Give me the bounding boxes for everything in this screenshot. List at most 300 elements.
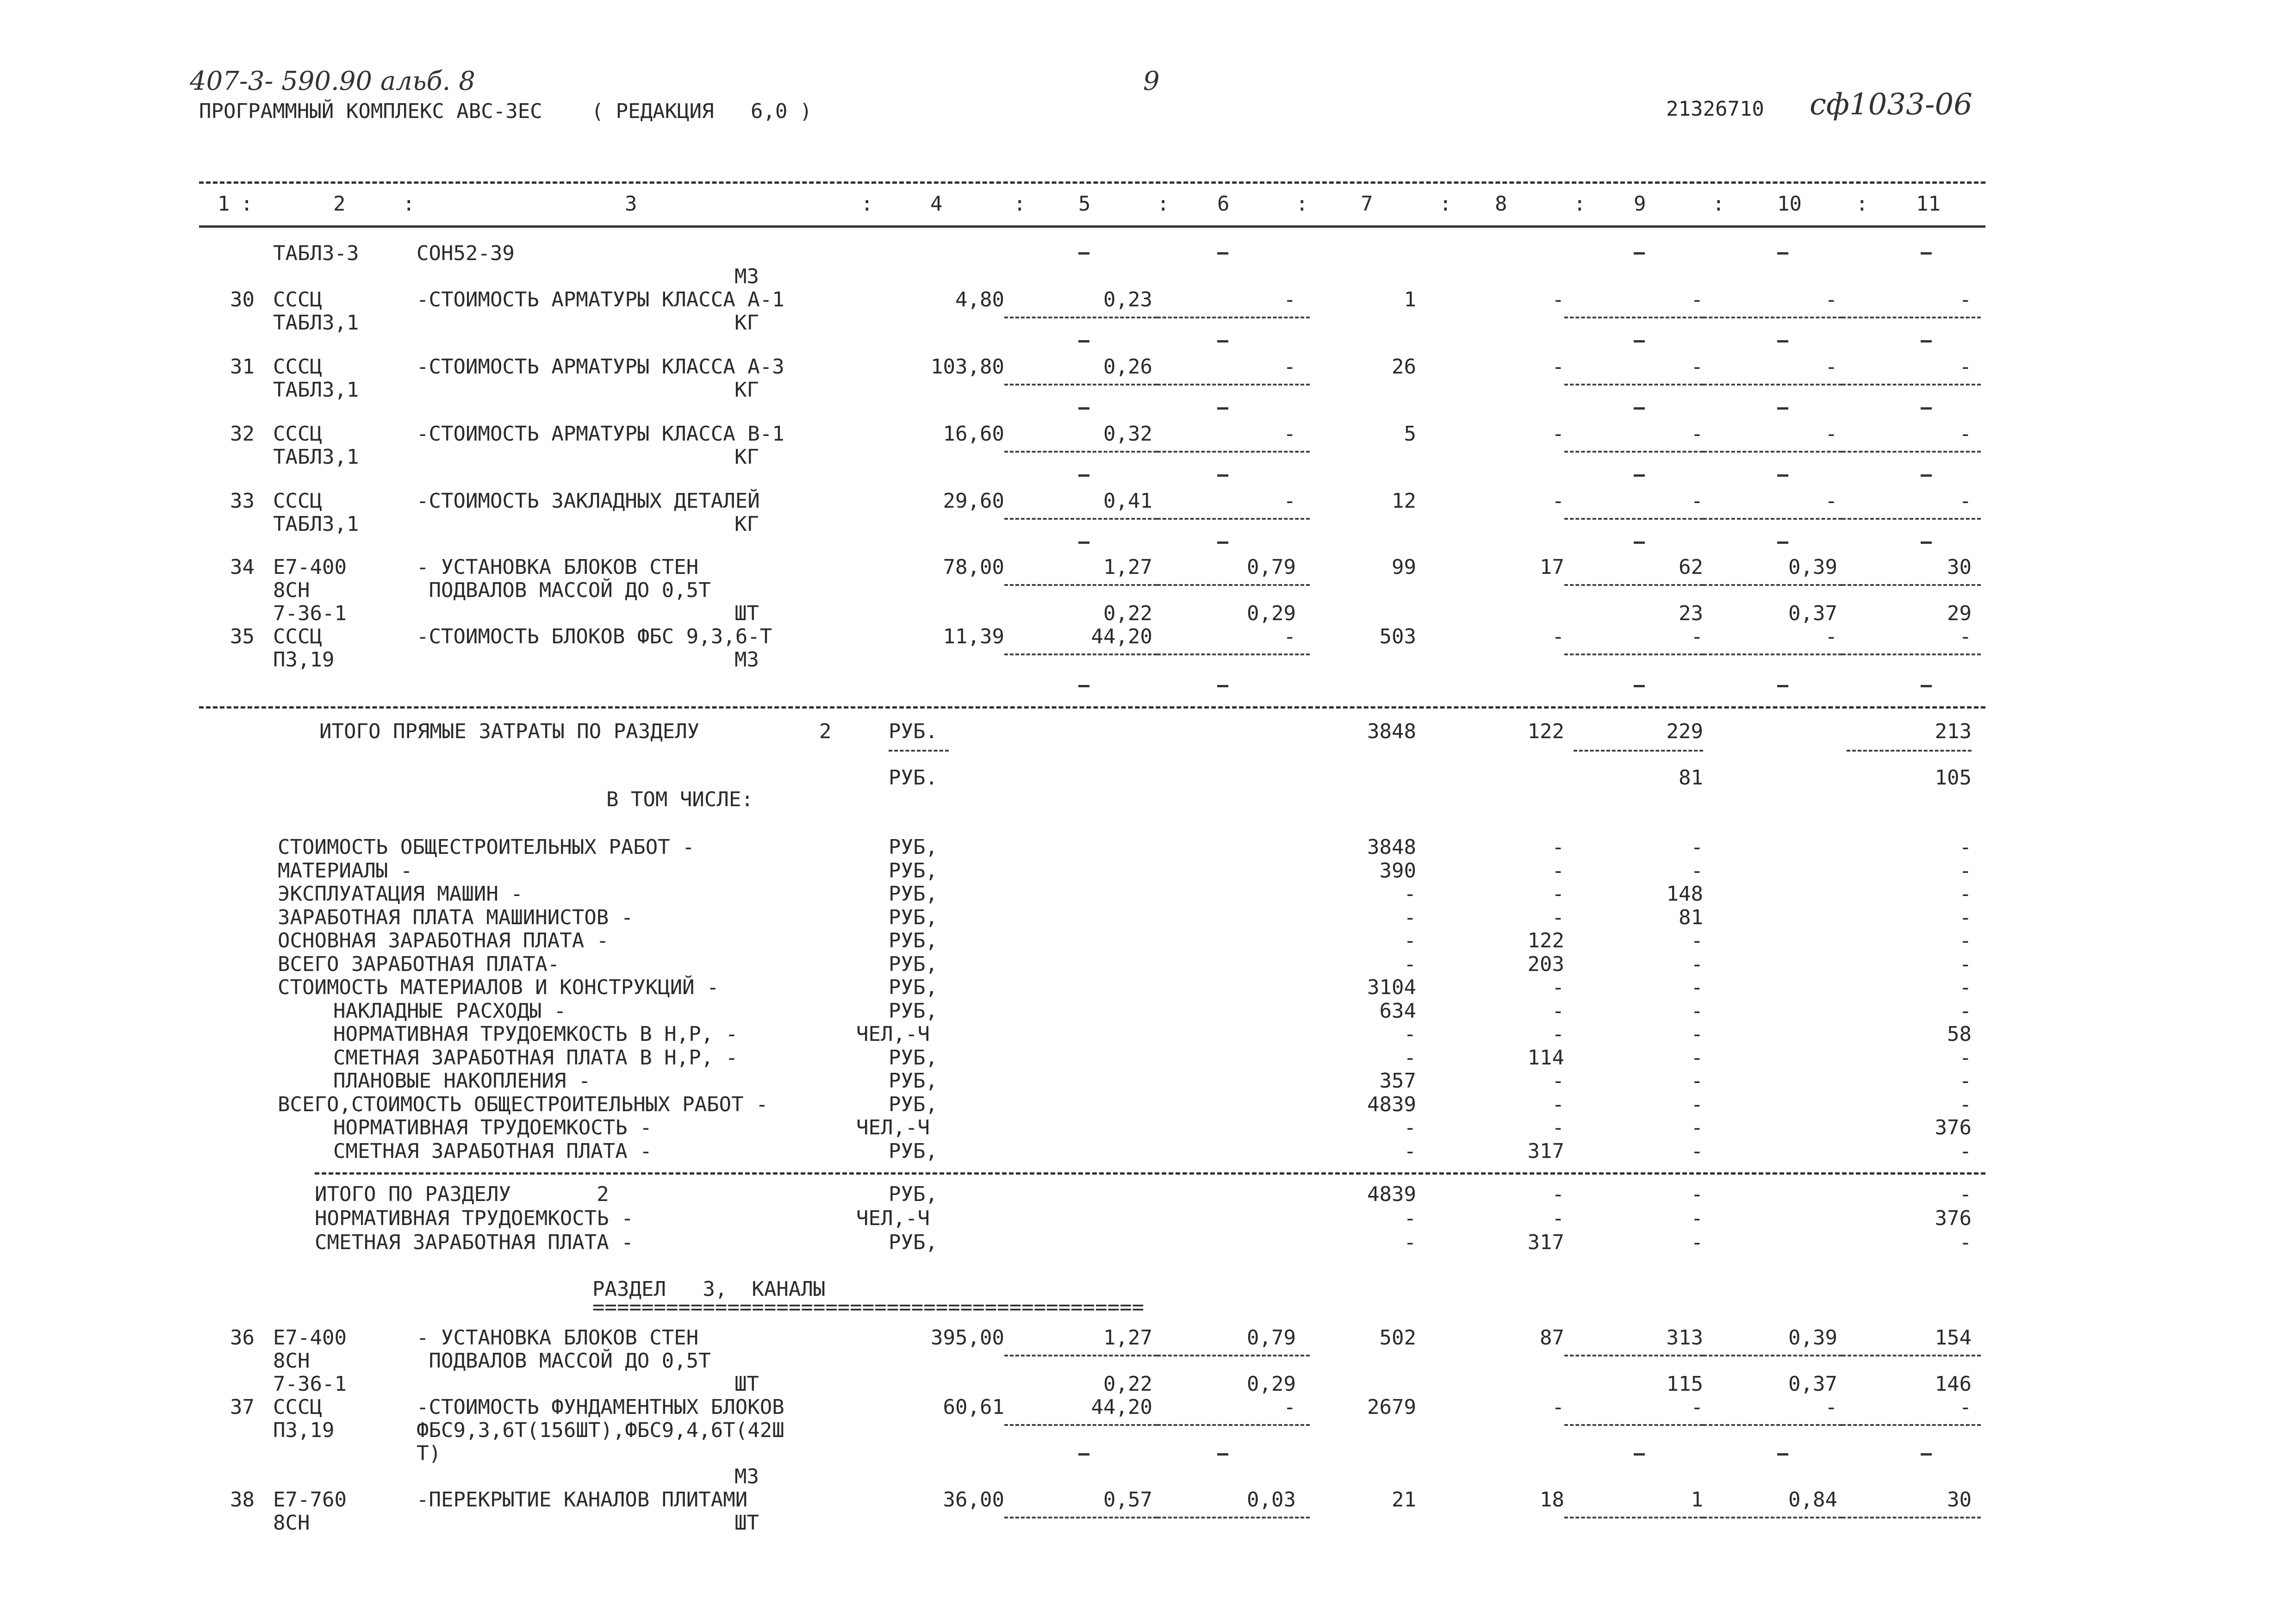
empty-mark [1634,252,1645,255]
items-end-rule [199,706,1985,709]
cell-underline [1004,518,1157,520]
column-header: 5 [1078,192,1091,216]
breakdown-c7: 3104 [1367,976,1416,999]
cell-c11: 146 [1935,1372,1972,1396]
breakdown-unit: РУБ, [889,1045,938,1070]
cell-underline [1703,384,1842,386]
empty-mark [1634,1453,1645,1456]
cell-c2: СССЦ [273,288,322,311]
breakdown-c11: - [1959,905,1972,929]
cell-underline [1564,653,1703,655]
breakdown-c11: - [1959,859,1972,883]
c9-underline [1574,750,1703,752]
breakdown-c8: - [1552,905,1564,929]
cell-c6: - [1283,422,1296,446]
cell-c7: 21 [1392,1488,1416,1512]
cell-c5: 44,20 [1091,1395,1152,1419]
direct-costs-unit: РУБ. [889,720,938,743]
cell-c2: Е7-760 [273,1488,347,1512]
section-total-c11: - [1959,1231,1972,1254]
column-separator: : [1574,192,1586,216]
cell-underline [1842,1355,1981,1356]
cell-underline [1703,1424,1842,1426]
cell-underline [1842,317,1981,318]
cell-c4: 4,80 [955,288,1004,311]
cell-c2: Е7-400 [273,1326,347,1350]
section-total-c11: 376 [1935,1207,1972,1230]
cell-underline [1004,584,1157,586]
breakdown-c7: - [1404,952,1416,976]
cell-c2: ТАБЛ3,1 [273,445,359,469]
cell-c2: ТАБЛ3,1 [273,378,359,402]
album-reference: 407-3- 590.90 альб. 8 [190,66,475,96]
empty-mark [1634,474,1645,477]
breakdown-label: ЭКСПЛУАТАЦИЯ МАШИН - [278,882,523,906]
breakdown-c7: - [1404,1022,1416,1046]
section-total-c7: - [1404,1207,1416,1230]
empty-mark [1777,1453,1788,1456]
breakdown-c7: - [1404,1116,1416,1139]
cell-underline [1157,1355,1310,1356]
cell-c5: 0,57 [1103,1488,1152,1512]
cell-c6: 0,29 [1247,1372,1296,1396]
cell-c11: 30 [1947,1488,1972,1512]
cell-c3r: ШТ [734,1372,759,1396]
direct-costs-c9: 229 [1666,720,1703,743]
section-total-c8: - [1552,1182,1564,1206]
cell-c6: 0,79 [1247,555,1296,579]
breakdown-unit: РУБ, [889,1092,938,1116]
empty-mark [1217,1453,1228,1456]
cell-c11: - [1959,489,1972,513]
breakdown-c9: - [1691,929,1703,952]
breakdown-c7: - [1404,882,1416,906]
cell-underline [1157,653,1310,655]
cell-c3: Т) [417,1442,441,1465]
cell-num: 32 [230,422,255,446]
column-separator: : [1296,192,1308,216]
cell-underline [1564,451,1703,453]
cell-c11: - [1959,288,1972,311]
cell-underline [1842,451,1981,453]
empty-mark [1921,252,1932,255]
breakdown-c9: - [1691,999,1703,1023]
cell-c10: - [1825,625,1837,648]
cell-c9: 115 [1666,1372,1703,1396]
section-total-c7: - [1404,1231,1416,1254]
breakdown-c8: - [1552,1116,1564,1139]
cell-underline [1703,317,1842,318]
empty-mark [1777,685,1788,687]
cell-c2: 8СН [273,1511,310,1535]
column-separator: : [241,192,253,216]
cell-underline [1157,451,1310,453]
breakdown-c7: 357 [1379,1069,1416,1093]
breakdown-unit: РУБ, [889,976,938,999]
breakdown-unit: РУБ, [889,905,938,929]
breakdown-unit: ЧЕЛ,-Ч [856,1022,930,1046]
direct-costs-unit2: РУБ. [889,766,938,790]
header-rule-bottom [199,225,1985,228]
cell-underline [1703,1355,1842,1356]
breakdown-c8: - [1552,1022,1564,1046]
cell-underline [1564,584,1703,586]
cell-underline [1842,584,1981,586]
breakdown-unit: РУБ, [889,952,938,976]
empty-mark [1217,252,1228,255]
cell-c5: 0,26 [1103,355,1152,379]
breakdown-c11: - [1959,1139,1972,1163]
cell-c10: 0,37 [1788,602,1837,625]
section3-heading: РАЗДЕЛ 3, КАНАЛЫ [592,1277,826,1301]
cell-c2: 8СН [273,1349,310,1373]
cell-c10: 0,39 [1788,555,1837,579]
section-total-c8: 317 [1527,1231,1564,1254]
cell-num: 31 [230,355,255,379]
cell-c3: -СТОИМОСТЬ ЗАКЛАДНЫХ ДЕТАЛЕЙ [417,489,760,513]
column-separator: : [1014,192,1026,216]
cell-underline [1157,384,1310,386]
document-code: 21326710 [1666,97,1764,121]
breakdown-c9: - [1691,952,1703,976]
cell-c4: 36,00 [943,1488,1004,1512]
cell-num: 30 [230,288,255,311]
column-separator: : [403,192,415,216]
section-total-c11: - [1959,1182,1972,1206]
breakdown-label: СТОИМОСТЬ ОБЩЕСТРОИТЕЛЬНЫХ РАБОТ - [278,835,695,859]
column-header: 3 [625,192,637,216]
cell-c3: ПОДВАЛОВ МАССОЙ ДО 0,5Т [417,1349,711,1373]
empty-mark [1078,541,1089,544]
column-header: 10 [1777,192,1802,216]
cell-c5: 44,20 [1091,625,1152,648]
breakdown-end-rule [315,1172,1985,1175]
breakdown-unit: РУБ, [889,882,938,906]
section-total-unit: РУБ, [889,1182,938,1206]
column-separator: : [1712,192,1725,216]
handwritten-code: сф1033-06 [1810,87,1972,122]
cell-c9: - [1691,355,1703,379]
breakdown-c7: 634 [1379,999,1416,1023]
cell-c4: 78,00 [943,555,1004,579]
cell-c8: - [1552,355,1564,379]
cell-c8: - [1552,489,1564,513]
column-header: 2 [333,192,346,216]
cell-c11: - [1959,625,1972,648]
empty-mark [1777,474,1788,477]
section-total-unit: ЧЕЛ,-Ч [856,1207,930,1230]
breakdown-unit: РУБ, [889,999,938,1023]
cell-c11: - [1959,355,1972,379]
cell-c7: 1 [1404,288,1416,311]
program-line: ПРОГРАММНЫЙ КОМПЛЕКС АВС-3ЕС ( РЕДАКЦИЯ 6,0 ) [199,100,812,123]
breakdown-c8: 122 [1527,929,1564,952]
cell-c3r: М3 [734,648,759,672]
direct-costs-section: 2 [819,720,832,743]
breakdown-c9: - [1691,835,1703,859]
cell-c10: - [1825,355,1837,379]
cell-underline [1004,451,1157,453]
breakdown-c8: - [1552,999,1564,1023]
cell-c10: 0,39 [1788,1326,1837,1350]
cell-underline [1703,451,1842,453]
cell-num: 37 [230,1395,255,1419]
empty-mark [1634,685,1645,687]
empty-mark [1078,474,1089,477]
cell-c7: 503 [1379,625,1416,648]
breakdown-label: СМЕТНАЯ ЗАРАБОТНАЯ ПЛАТА - [333,1139,652,1163]
breakdown-label: СМЕТНАЯ ЗАРАБОТНАЯ ПЛАТА В Н,Р, - [333,1045,738,1070]
cell-c3r: М3 [734,1465,759,1488]
cell-c7: 26 [1392,355,1416,379]
cell-c3: -СТОИМОСТЬ ФУНДАМЕНТНЫХ БЛОКОВ [417,1395,784,1419]
breakdown-c9: - [1691,1069,1703,1093]
breakdown-c7: - [1404,1139,1416,1163]
direct-costs-c8: 122 [1527,720,1564,743]
breakdown-label: ВСЕГО,СТОИМОСТЬ ОБЩЕСТРОИТЕЛЬНЫХ РАБОТ - [278,1092,768,1116]
cell-c9: - [1691,1395,1703,1419]
empty-mark [1777,340,1788,342]
cell-c6: 0,79 [1247,1326,1296,1350]
cell-c4: 103,80 [931,355,1004,379]
empty-mark [1777,541,1788,544]
breakdown-label: ЗАРАБОТНАЯ ПЛАТА МАШИНИСТОВ - [278,905,634,929]
cell-c6: 0,29 [1247,602,1296,625]
breakdown-c11: - [1959,999,1972,1023]
cell-underline [1842,653,1981,655]
cell-underline [1842,384,1981,386]
cell-c5: 0,23 [1103,288,1152,311]
breakdown-c11: - [1959,882,1972,906]
cell-c5: 0,22 [1103,602,1152,625]
cell-underline [1004,1517,1157,1518]
breakdown-c11: 376 [1935,1116,1972,1139]
empty-mark [1921,1453,1932,1456]
cell-c2: СССЦ [273,489,322,513]
breakdown-label: НОРМАТИВНАЯ ТРУДОЕМКОСТЬ В Н,Р, - [333,1022,738,1046]
cell-c8: 17 [1540,555,1564,579]
header-rule-top [199,181,1985,184]
cell-c8: 87 [1540,1326,1564,1350]
section-total-c9: - [1691,1182,1703,1206]
breakdown-c8: 203 [1527,952,1564,976]
cell-c4: 11,39 [943,625,1004,648]
cell-c11: 154 [1935,1326,1972,1350]
section-total-label: СМЕТНАЯ ЗАРАБОТНАЯ ПЛАТА - [315,1231,634,1254]
cell-c3r: М3 [734,265,759,288]
breakdown-c8: 114 [1527,1045,1564,1070]
section3-underline: ============================================= [592,1295,1145,1319]
cell-c3: -ПЕРЕКРЫТИЕ КАНАЛОВ ПЛИТАМИ [417,1488,748,1512]
breakdown-label: НОРМАТИВНАЯ ТРУДОЕМКОСТЬ - [333,1116,652,1139]
column-header: 8 [1495,192,1507,216]
page-number: 9 [1143,66,1160,96]
breakdown-c11: - [1959,835,1972,859]
cell-c9: 313 [1666,1326,1703,1350]
cell-underline [1004,317,1157,318]
cell-c3r: ШТ [734,602,759,625]
cell-underline [1842,1424,1981,1426]
cell-underline [1157,518,1310,520]
cell-c3r: КГ [734,378,759,402]
cell-c10: 0,84 [1788,1488,1837,1512]
cell-c9: - [1691,625,1703,648]
breakdown-c8: - [1552,859,1564,883]
breakdown-c11: - [1959,952,1972,976]
cell-underline [1564,518,1703,520]
empty-mark [1217,407,1228,410]
breakdown-unit: РУБ, [889,929,938,952]
empty-mark [1634,541,1645,544]
cell-c5: 1,27 [1103,1326,1152,1350]
cell-c2: Е7-400 [273,555,347,579]
empty-mark [1217,474,1228,477]
cell-underline [1157,584,1310,586]
cell-c3: ФБС9,3,6Т(156ШТ),ФБС9,4,6Т(42Ш [417,1419,784,1442]
empty-mark [1921,474,1932,477]
breakdown-unit: РУБ, [889,859,938,883]
breakdown-label: ПЛАНОВЫЕ НАКОПЛЕНИЯ - [333,1069,591,1093]
breakdown-c8: - [1552,882,1564,906]
cell-c8: - [1552,288,1564,311]
cell-underline [1157,1517,1310,1518]
empty-mark [1634,340,1645,342]
cell-c6: - [1283,355,1296,379]
breakdown-c8: - [1552,976,1564,999]
cell-underline [1564,1517,1703,1518]
cell-c8: - [1552,625,1564,648]
cell-c11: 29 [1947,602,1972,625]
empty-mark [1921,407,1932,410]
cell-c3: -СТОИМОСТЬ АРМАТУРЫ КЛАССА А-3 [417,355,784,379]
cell-c2: СССЦ [273,625,322,648]
section-total-label: ИТОГО ПО РАЗДЕЛУ 2 [315,1182,609,1206]
breakdown-c8: 317 [1527,1139,1564,1163]
column-separator: : [1157,192,1170,216]
breakdown-label: МАТЕРИАЛЫ - [278,859,413,883]
breakdown-unit: ЧЕЛ,-Ч [856,1116,930,1139]
cell-underline [1703,518,1842,520]
c11-underline [1847,750,1972,752]
direct-costs2-c11: 105 [1935,766,1972,790]
empty-mark [1634,407,1645,410]
breakdown-label: НАКЛАДНЫЕ РАСХОДЫ - [333,999,566,1023]
empty-mark [1217,541,1228,544]
breakdown-c7: 3848 [1367,835,1416,859]
cell-c7: 12 [1392,489,1416,513]
cell-c10: 0,37 [1788,1372,1837,1396]
breakdown-c7: 390 [1379,859,1416,883]
breakdown-unit: РУБ, [889,1139,938,1163]
cell-c10: - [1825,1395,1837,1419]
column-header: 9 [1634,192,1646,216]
cell-c2: П3,19 [273,648,335,672]
cell-c3: СОН52-39 [417,242,515,265]
breakdown-c7: - [1404,1045,1416,1070]
breakdown-c7: - [1404,929,1416,952]
cell-c9: - [1691,422,1703,446]
cell-c3: -СТОИМОСТЬ АРМАТУРЫ КЛАССА В-1 [417,422,784,446]
column-separator: : [1856,192,1868,216]
breakdown-c7: 4839 [1367,1092,1416,1116]
cell-num: 36 [230,1326,255,1350]
cell-underline [1564,384,1703,386]
breakdown-c9: - [1691,1139,1703,1163]
cell-c7: 502 [1379,1326,1416,1350]
cell-c10: - [1825,489,1837,513]
cell-c6: 0,03 [1247,1488,1296,1512]
section-total-c9: - [1691,1231,1703,1254]
breakdown-c9: - [1691,976,1703,999]
section-total-c8: - [1552,1207,1564,1230]
cell-underline [1564,1355,1703,1356]
cell-c5: 0,32 [1103,422,1152,446]
section-total-c7: 4839 [1367,1182,1416,1206]
cell-c9: 1 [1691,1488,1703,1512]
cell-c8: - [1552,422,1564,446]
cell-c8: - [1552,1395,1564,1419]
cell-c8: 18 [1540,1488,1564,1512]
cell-c4: 395,00 [931,1326,1004,1350]
cell-c7: 5 [1404,422,1416,446]
cell-underline [1842,1517,1981,1518]
breakdown-c11: - [1959,1069,1972,1093]
direct-costs-c7: 3848 [1367,720,1416,743]
empty-mark [1921,340,1932,342]
cell-c2: ТАБЛ3,1 [273,311,359,335]
column-header: 6 [1217,192,1230,216]
column-header: 4 [930,192,943,216]
breakdown-c9: 81 [1679,905,1703,929]
column-header: 7 [1361,192,1373,216]
breakdown-c11: - [1959,929,1972,952]
empty-mark [1078,685,1089,687]
cell-c2: СССЦ [273,1395,322,1419]
cell-c9: - [1691,489,1703,513]
breakdown-label: СТОИМОСТЬ МАТЕРИАЛОВ И КОНСТРУКЦИЙ - [278,976,719,999]
cell-underline [1703,1517,1842,1518]
cell-c2: ТАБЛ3-3 [273,242,359,265]
cell-underline [1842,518,1981,520]
cell-num: 34 [230,555,255,579]
direct-costs2-c9: 81 [1679,766,1703,790]
cell-c7: 99 [1392,555,1416,579]
cell-c11: - [1959,422,1972,446]
cell-c2: П3,19 [273,1419,335,1442]
breakdown-c8: - [1552,1069,1564,1093]
section-total-unit: РУБ, [889,1231,938,1254]
cell-c3r: КГ [734,311,759,335]
cell-underline [1564,317,1703,318]
cell-num: 35 [230,625,255,648]
cell-c2: СССЦ [273,355,322,379]
empty-mark [1777,252,1788,255]
breakdown-unit: РУБ, [889,835,938,859]
cell-c5: 0,41 [1103,489,1152,513]
breakdown-c9: 148 [1666,882,1703,906]
cell-underline [1004,384,1157,386]
cell-c6: - [1283,625,1296,648]
cell-c3: -СТОИМОСТЬ БЛОКОВ ФБС 9,3,6-Т [417,625,772,648]
cell-underline [1703,584,1842,586]
empty-mark [1078,407,1089,410]
breakdown-c8: - [1552,1092,1564,1116]
including-label: В ТОМ ЧИСЛЕ: [606,788,753,811]
empty-mark [1217,340,1228,342]
empty-mark [1921,685,1932,687]
cell-c9: - [1691,288,1703,311]
direct-costs-label: ИТОГО ПРЯМЫЕ ЗАТРАТЫ ПО РАЗДЕЛУ [319,720,700,743]
